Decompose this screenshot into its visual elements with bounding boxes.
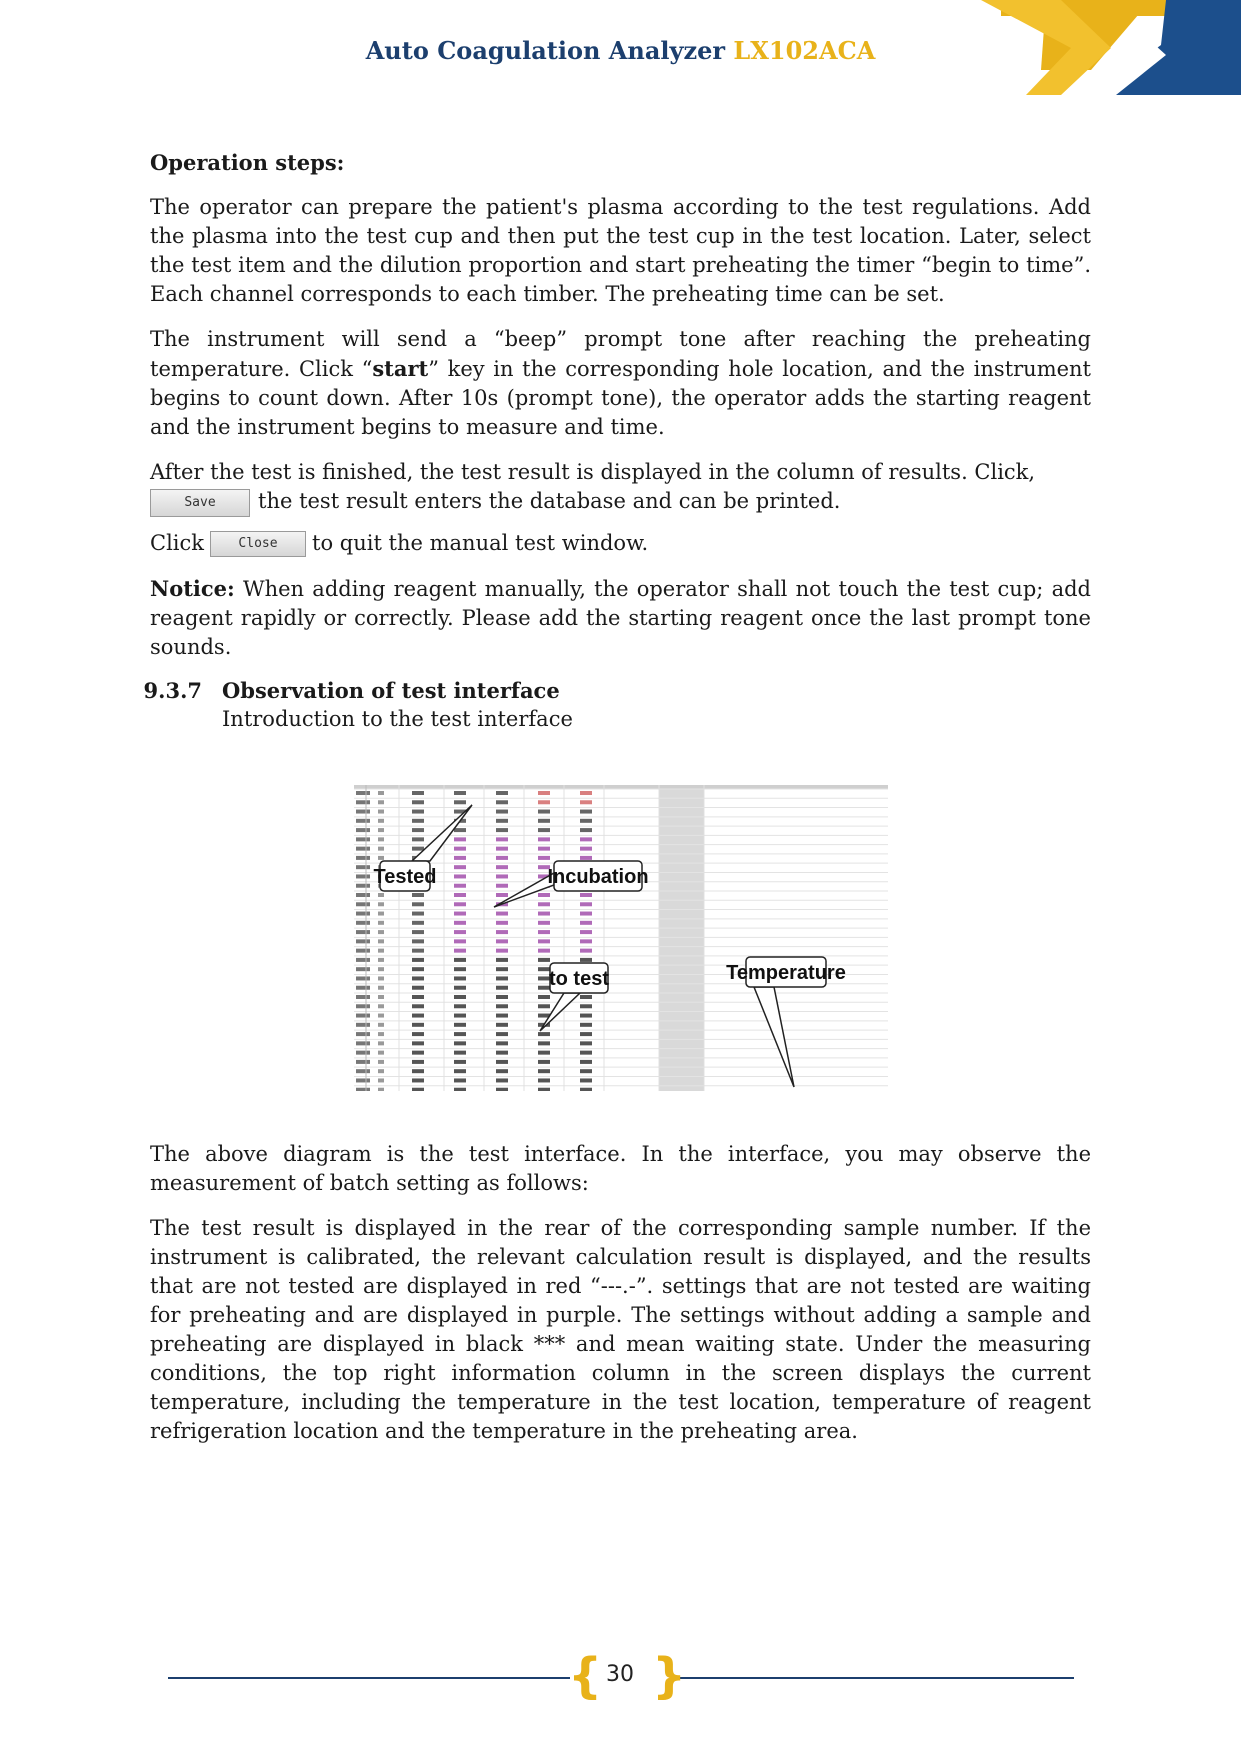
row-marker bbox=[378, 800, 384, 804]
row-cell-mark bbox=[496, 865, 508, 869]
row-marker bbox=[378, 837, 384, 841]
row-cell-mark bbox=[538, 995, 550, 999]
row-cell-mark bbox=[496, 847, 508, 851]
section-number: 9.3.7 bbox=[143, 677, 202, 703]
paragraph-result-display: The test result is displayed in the rear of the corresponding sample number. If the instrument is calibrated, the relevant calculation result is displayed, and the results that are not tested are displayed in red “---.-”. settings that are not tested are waiting for preheating and are displayed in purple. The settings without adding a sample and preheating are displayed in black *** and mean waiting state. Under the measuring conditions, the top right information column in the screen displays the current temperature, including the temperature in the test location, temperature of reagent refrigeration location and the temperature in the preheating area. bbox=[150, 1216, 1091, 1443]
row-cell-mark bbox=[538, 791, 550, 795]
row-cell-mark bbox=[412, 902, 424, 906]
row-cell-mark bbox=[496, 828, 508, 832]
row-cell-mark bbox=[538, 1078, 550, 1082]
row-marker bbox=[378, 921, 384, 925]
row-cell-mark bbox=[412, 847, 424, 851]
row-cell-mark bbox=[496, 1032, 508, 1036]
row-cell-mark bbox=[412, 1069, 424, 1073]
row-cell-mark bbox=[454, 884, 466, 888]
row-index-mark bbox=[356, 1069, 370, 1073]
row-cell-mark bbox=[454, 1032, 466, 1036]
row-marker bbox=[378, 1069, 384, 1073]
row-cell-mark bbox=[412, 810, 424, 814]
row-cell-mark bbox=[496, 1023, 508, 1027]
row-cell-mark bbox=[454, 930, 466, 934]
row-cell-mark bbox=[496, 976, 508, 980]
row-cell-mark bbox=[496, 791, 508, 795]
row-cell-mark bbox=[496, 893, 508, 897]
row-index-mark bbox=[356, 800, 370, 804]
row-marker bbox=[378, 967, 384, 971]
row-cell-mark bbox=[496, 819, 508, 823]
row-cell-mark bbox=[454, 828, 466, 832]
row-cell-mark bbox=[538, 847, 550, 851]
row-cell-mark bbox=[580, 921, 592, 925]
save-button[interactable]: Save bbox=[150, 489, 250, 517]
row-cell-mark bbox=[580, 1069, 592, 1073]
row-cell-mark bbox=[412, 1041, 424, 1045]
row-cell-mark bbox=[580, 828, 592, 832]
row-cell-mark bbox=[454, 1088, 466, 1091]
start-keyword: start bbox=[372, 356, 429, 381]
row-marker bbox=[378, 986, 384, 990]
row-cell-mark bbox=[454, 837, 466, 841]
page-number: 30 bbox=[606, 1662, 634, 1687]
row-cell-mark bbox=[580, 1014, 592, 1018]
row-cell-mark bbox=[412, 1004, 424, 1008]
row-index-mark bbox=[356, 1023, 370, 1027]
row-index-mark bbox=[356, 958, 370, 962]
row-cell-mark bbox=[538, 921, 550, 925]
row-index-mark bbox=[356, 1078, 370, 1082]
row-cell-mark bbox=[496, 1088, 508, 1091]
row-marker bbox=[378, 856, 384, 860]
row-cell-mark bbox=[454, 995, 466, 999]
row-marker bbox=[378, 893, 384, 897]
row-marker bbox=[378, 939, 384, 943]
row-cell-mark bbox=[454, 874, 466, 878]
row-cell-mark bbox=[412, 1051, 424, 1055]
row-cell-mark bbox=[580, 1041, 592, 1045]
row-cell-mark bbox=[538, 1032, 550, 1036]
row-cell-mark bbox=[412, 949, 424, 953]
row-cell-mark bbox=[454, 1014, 466, 1018]
row-cell-mark bbox=[496, 930, 508, 934]
paragraph-save-result bbox=[150, 458, 1091, 517]
row-cell-mark bbox=[412, 1088, 424, 1091]
row-cell-mark bbox=[412, 967, 424, 971]
row-cell-mark bbox=[454, 912, 466, 916]
corner-chevron-graphic bbox=[741, 0, 1241, 100]
row-cell-mark bbox=[580, 912, 592, 916]
paragraph-diagram-intro: The above diagram is the test interface. In the interface, you may observe the measurement of batch setting as follows: bbox=[150, 1142, 1091, 1195]
row-cell-mark bbox=[454, 976, 466, 980]
row-cell-mark bbox=[580, 1032, 592, 1036]
row-marker bbox=[378, 930, 384, 934]
row-cell-mark bbox=[538, 810, 550, 814]
paragraph-close-window bbox=[150, 529, 1091, 558]
section-title: Observation of test interface bbox=[222, 677, 560, 703]
notice-text: When adding reagent manually, the operator shall not touch the test cup; add reagent rapidly or correctly. Please add the starting reagent once the last prompt tone sounds. bbox=[150, 576, 1091, 659]
row-cell-mark bbox=[454, 865, 466, 869]
row-index-mark bbox=[356, 902, 370, 906]
row-index-mark bbox=[356, 949, 370, 953]
section-9-3-7 bbox=[143, 676, 1091, 734]
row-cell-mark bbox=[454, 856, 466, 860]
row-cell-mark bbox=[412, 837, 424, 841]
row-cell-mark bbox=[538, 1051, 550, 1055]
figure-top-bar bbox=[354, 785, 888, 789]
row-cell-mark bbox=[538, 800, 550, 804]
row-marker bbox=[378, 995, 384, 999]
row-marker bbox=[378, 847, 384, 851]
row-cell-mark bbox=[412, 995, 424, 999]
row-cell-mark bbox=[454, 921, 466, 925]
row-marker bbox=[378, 791, 384, 795]
row-index-mark bbox=[356, 930, 370, 934]
row-cell-mark bbox=[454, 1051, 466, 1055]
row-cell-mark bbox=[454, 939, 466, 943]
paragraph-beep-text-a: The instrument will send a “beep” prompt tone after reaching the preheating temperature. Click “ bbox=[150, 327, 1091, 381]
row-cell-mark bbox=[580, 1088, 592, 1091]
row-index-mark bbox=[356, 884, 370, 888]
close-button[interactable]: Close bbox=[210, 531, 306, 557]
row-index-mark bbox=[356, 1088, 370, 1091]
row-cell-mark bbox=[412, 791, 424, 795]
row-cell-mark bbox=[580, 949, 592, 953]
row-cell-mark bbox=[454, 791, 466, 795]
row-marker bbox=[378, 1078, 384, 1082]
paragraph-beep-prompt bbox=[150, 325, 1091, 442]
row-cell-mark bbox=[496, 874, 508, 878]
row-marker bbox=[378, 1088, 384, 1091]
row-cell-mark bbox=[454, 893, 466, 897]
row-index-mark bbox=[356, 1060, 370, 1064]
row-cell-mark bbox=[538, 893, 550, 897]
row-cell-mark bbox=[454, 1069, 466, 1073]
row-cell-mark bbox=[496, 958, 508, 962]
test-interface-figure bbox=[354, 785, 888, 1091]
paragraph-save-text-b: the test result enters the database and can be printed. bbox=[258, 489, 841, 513]
row-cell-mark bbox=[580, 1051, 592, 1055]
row-index-mark bbox=[356, 921, 370, 925]
row-marker bbox=[378, 902, 384, 906]
row-cell-mark bbox=[496, 1004, 508, 1008]
row-cell-mark bbox=[580, 810, 592, 814]
row-cell-mark bbox=[412, 819, 424, 823]
row-cell-mark bbox=[580, 995, 592, 999]
row-cell-mark bbox=[496, 1051, 508, 1055]
row-cell-mark bbox=[496, 1041, 508, 1045]
row-cell-mark bbox=[454, 958, 466, 962]
row-cell-mark bbox=[454, 1060, 466, 1064]
row-marker bbox=[378, 1060, 384, 1064]
row-index-mark bbox=[356, 986, 370, 990]
paragraph-prepare-plasma: The operator can prepare the patient's plasma according to the test regulations. Add the plasma into the test cup and then put the test cup in the test location. Later, select the test item and the dilution proportion and start preheating the timer “begin to time”. Each channel corresponds to each timber. The preheating time can be set. bbox=[150, 195, 1091, 306]
row-index-mark bbox=[356, 995, 370, 999]
row-cell-mark bbox=[454, 847, 466, 851]
row-cell-mark bbox=[412, 1032, 424, 1036]
paragraph-save-text-a: After the test is finished, the test result is displayed in the column of results. Click, bbox=[150, 460, 1036, 484]
row-index-mark bbox=[356, 976, 370, 980]
row-index-mark bbox=[356, 1004, 370, 1008]
row-cell-mark bbox=[496, 939, 508, 943]
paragraph-close-text-a: Click bbox=[150, 530, 204, 555]
row-marker bbox=[378, 1004, 384, 1008]
row-cell-mark bbox=[538, 949, 550, 953]
row-index-mark bbox=[356, 893, 370, 897]
row-cell-mark bbox=[580, 939, 592, 943]
row-cell-mark bbox=[580, 856, 592, 860]
row-index-mark bbox=[356, 1014, 370, 1018]
row-cell-mark bbox=[412, 1060, 424, 1064]
row-cell-mark bbox=[538, 902, 550, 906]
row-cell-mark bbox=[538, 912, 550, 916]
row-cell-mark bbox=[412, 939, 424, 943]
row-index-mark bbox=[356, 828, 370, 832]
row-cell-mark bbox=[412, 986, 424, 990]
row-cell-mark bbox=[580, 893, 592, 897]
row-marker bbox=[378, 949, 384, 953]
row-index-mark bbox=[356, 819, 370, 823]
row-marker bbox=[378, 912, 384, 916]
row-cell-mark bbox=[412, 930, 424, 934]
row-cell-mark bbox=[412, 958, 424, 962]
row-cell-mark bbox=[580, 847, 592, 851]
row-cell-mark bbox=[412, 1078, 424, 1082]
row-cell-mark bbox=[538, 856, 550, 860]
row-index-mark bbox=[356, 939, 370, 943]
row-cell-mark bbox=[454, 902, 466, 906]
lower-body bbox=[150, 1140, 1091, 1446]
row-cell-mark bbox=[496, 995, 508, 999]
row-cell-mark bbox=[496, 921, 508, 925]
row-cell-mark bbox=[496, 800, 508, 804]
row-cell-mark bbox=[412, 912, 424, 916]
row-index-mark bbox=[356, 865, 370, 869]
row-cell-mark bbox=[538, 828, 550, 832]
row-index-mark bbox=[356, 791, 370, 795]
row-cell-mark bbox=[496, 986, 508, 990]
footer-rule-left bbox=[168, 1677, 570, 1679]
row-cell-mark bbox=[454, 949, 466, 953]
row-cell-mark bbox=[580, 930, 592, 934]
section-subtitle: Introduction to the test interface bbox=[222, 706, 573, 731]
row-marker bbox=[378, 810, 384, 814]
row-cell-mark bbox=[580, 902, 592, 906]
row-cell-mark bbox=[496, 912, 508, 916]
row-marker bbox=[378, 1014, 384, 1018]
header-model: LX102ACA bbox=[733, 36, 876, 65]
figure-background bbox=[354, 785, 888, 1091]
document-body bbox=[143, 148, 1091, 734]
row-cell-mark bbox=[538, 1041, 550, 1045]
row-index-mark bbox=[356, 847, 370, 851]
row-cell-mark bbox=[454, 967, 466, 971]
callout-incubation-label: Incubation bbox=[547, 866, 649, 888]
row-cell-mark bbox=[580, 1004, 592, 1008]
row-cell-mark bbox=[454, 1041, 466, 1045]
row-marker bbox=[378, 1051, 384, 1055]
row-cell-mark bbox=[538, 1060, 550, 1064]
row-cell-mark bbox=[496, 967, 508, 971]
row-cell-mark bbox=[580, 800, 592, 804]
notice-label: Notice: bbox=[150, 575, 235, 601]
row-marker bbox=[378, 819, 384, 823]
row-marker bbox=[378, 976, 384, 980]
row-cell-mark bbox=[412, 1023, 424, 1027]
row-marker bbox=[378, 828, 384, 832]
row-cell-mark bbox=[454, 800, 466, 804]
row-cell-mark bbox=[454, 1004, 466, 1008]
row-cell-mark bbox=[538, 958, 550, 962]
row-cell-mark bbox=[454, 986, 466, 990]
footer-rule-right bbox=[670, 1677, 1074, 1679]
row-index-mark bbox=[356, 874, 370, 878]
row-cell-mark bbox=[412, 921, 424, 925]
row-cell-mark bbox=[496, 810, 508, 814]
row-cell-mark bbox=[496, 884, 508, 888]
row-cell-mark bbox=[496, 1069, 508, 1073]
row-marker bbox=[378, 1032, 384, 1036]
row-cell-mark bbox=[496, 837, 508, 841]
row-cell-mark bbox=[580, 819, 592, 823]
row-cell-mark bbox=[580, 837, 592, 841]
header-product-name: Auto Coagulation Analyzer bbox=[365, 36, 726, 65]
row-cell-mark bbox=[454, 1023, 466, 1027]
row-index-mark bbox=[356, 856, 370, 860]
row-index-mark bbox=[356, 1051, 370, 1055]
row-cell-mark bbox=[538, 1069, 550, 1073]
paragraph-beep-text-b: ” key in the corresponding hole location, and the instrument begins to count down. After 10s (prompt tone), the operator adds the starting reagent and the instrument begins to measure and time. bbox=[150, 357, 1091, 439]
row-cell-mark bbox=[496, 1060, 508, 1064]
row-cell-mark bbox=[538, 930, 550, 934]
row-cell-mark bbox=[412, 1014, 424, 1018]
row-cell-mark bbox=[538, 837, 550, 841]
footer-brace-left: { bbox=[568, 1648, 603, 1704]
row-index-mark bbox=[356, 912, 370, 916]
row-index-mark bbox=[356, 967, 370, 971]
row-cell-mark bbox=[580, 791, 592, 795]
row-cell-mark bbox=[496, 1014, 508, 1018]
callout-tested-label: Tested bbox=[373, 866, 437, 888]
row-cell-mark bbox=[538, 1004, 550, 1008]
row-marker bbox=[378, 958, 384, 962]
row-marker bbox=[378, 1023, 384, 1027]
callout-temperature-label: Temperature bbox=[726, 962, 846, 984]
row-cell-mark bbox=[538, 1088, 550, 1091]
row-index-mark bbox=[356, 810, 370, 814]
row-index-mark bbox=[356, 837, 370, 841]
row-cell-mark bbox=[496, 949, 508, 953]
row-cell-mark bbox=[412, 800, 424, 804]
row-cell-mark bbox=[412, 893, 424, 897]
row-cell-mark bbox=[580, 1060, 592, 1064]
paragraph-close-text-b: to quit the manual test window. bbox=[312, 530, 649, 555]
paragraph-notice bbox=[150, 574, 1091, 662]
row-cell-mark bbox=[538, 939, 550, 943]
row-cell-mark bbox=[412, 976, 424, 980]
row-cell-mark bbox=[580, 1078, 592, 1082]
operation-steps-heading: Operation steps: bbox=[150, 150, 345, 175]
row-cell-mark bbox=[580, 1023, 592, 1027]
row-marker bbox=[378, 1041, 384, 1045]
row-cell-mark bbox=[412, 828, 424, 832]
row-index-mark bbox=[356, 1032, 370, 1036]
row-cell-mark bbox=[496, 1078, 508, 1082]
row-cell-mark bbox=[496, 856, 508, 860]
row-cell-mark bbox=[454, 1078, 466, 1082]
callout-to-test-label: to test bbox=[549, 968, 609, 990]
test-interface-screenshot bbox=[354, 785, 888, 1091]
row-cell-mark bbox=[538, 819, 550, 823]
figure-gray-column bbox=[659, 785, 704, 1091]
row-cell-mark bbox=[580, 958, 592, 962]
row-index-mark bbox=[356, 1041, 370, 1045]
footer-brace-right: } bbox=[652, 1648, 687, 1704]
